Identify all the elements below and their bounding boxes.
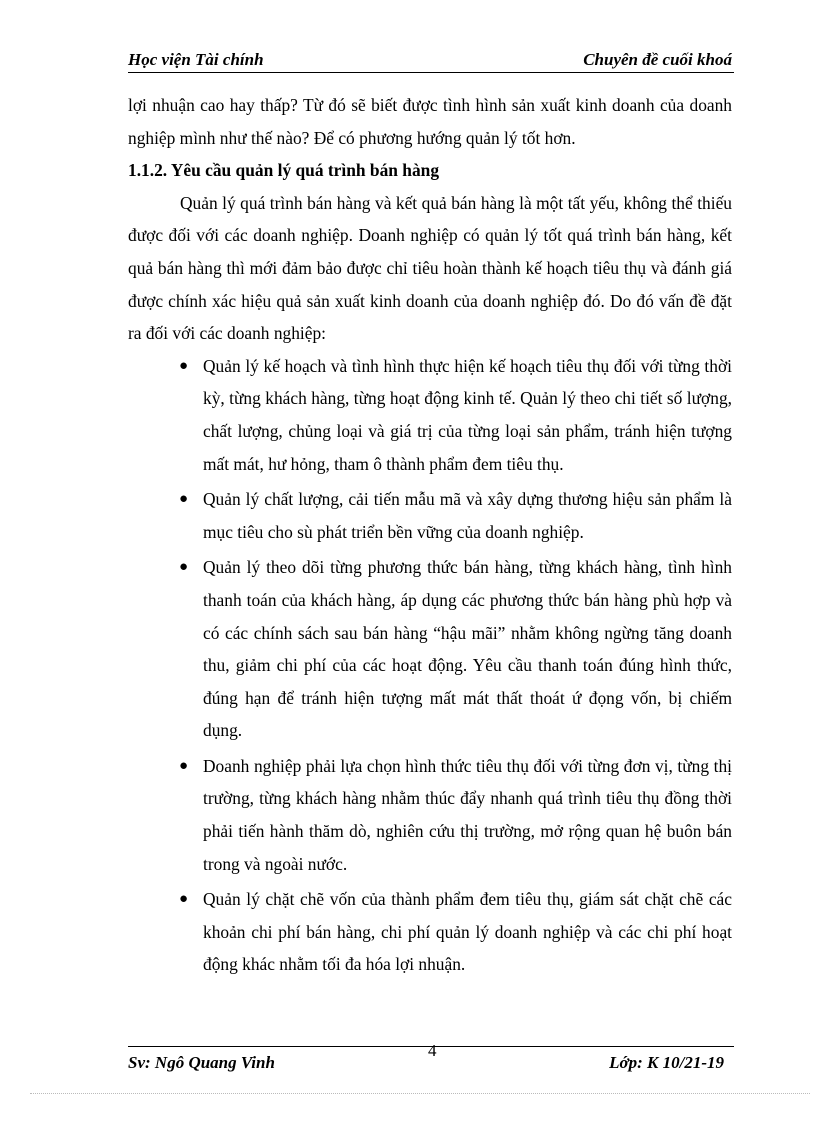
list-item bbox=[128, 750, 732, 880]
body-paragraph: Quản lý quá trình bán hàng và kết quả bán hàng là một tất yếu, không thể thiếu được đối với các doanh nghiệp. Doanh nghiệp có quản lý tốt quá trình bán hàng, kết quả bán hàng thì mới đảm bảo được chỉ tiêu hoàn thành kế hoạch tiêu thụ và đánh giá được chính xác hiệu quả sản xuất kinh doanh của doanh nghiệp đó. Do đó vấn đề đặt ra đối với các doanh nghiệp: bbox=[128, 192, 732, 344]
header-institution: Học viện Tài chính bbox=[128, 50, 264, 69]
bullet-icon: ● bbox=[179, 357, 189, 374]
page-number: 4 bbox=[428, 1041, 437, 1060]
bullet-icon: ● bbox=[179, 491, 189, 508]
list-item-text: Quản lý chất lượng, cải tiến mẫu mã và xây dựng thương hiệu sản phẩm là mục tiêu cho sù phát triển bền vững của doanh nghiệp. bbox=[203, 489, 732, 542]
list-item bbox=[128, 483, 732, 548]
list-item-text: Quản lý kế hoạch và tình hình thực hiện kế hoạch tiêu thụ đối với từng thời kỳ, từng khách hàng, từng hoạt động kinh tế. Quản lý theo chi tiết số lượng, chất lượng, chủng loại và giá trị của từng loại sản phẩm, tránh hiện tượng mất mát, hư hỏng, tham ô thành phẩm đem tiêu thụ. bbox=[203, 355, 732, 474]
footer-student: Sv: Ngô Quang Vinh bbox=[128, 1053, 275, 1072]
list-item-text: Quản lý theo dõi từng phương thức bán hàng, từng khách hàng, tình hình thanh toán của khách hàng, áp dụng các phương thức bán hàng phù hợp và có các chính sách sau bán hàng “hậu mãi” nhằm không ngừng tăng doanh thu, giảm chi phí của các hoạt động. Yêu cầu thanh toán đúng hình thức, đúng hạn để tránh hiện tượng mất mát thất thoát ứ đọng vốn, bị chiếm dụng. bbox=[203, 557, 732, 741]
page-edge-divider bbox=[30, 1093, 810, 1094]
list-item bbox=[128, 551, 732, 747]
section-heading: 1.1.2. Yêu cầu quản lý quá trình bán hàng bbox=[128, 160, 440, 181]
header-title: Chuyên đề cuối khoá bbox=[583, 50, 732, 69]
list-item bbox=[128, 350, 732, 480]
bullet-icon: ● bbox=[179, 757, 189, 774]
intro-paragraph: lợi nhuận cao hay thấp? Từ đó sẽ biết được tình hình sản xuất kinh doanh của doanh nghiệp mình như thế nào? Để có phương hướng quản lý tốt hơn. bbox=[128, 95, 732, 148]
bullet-icon: ● bbox=[179, 891, 189, 908]
requirements-list bbox=[128, 350, 732, 981]
document-body bbox=[128, 89, 732, 984]
footer-class: Lớp: K 10/21-19 bbox=[609, 1053, 724, 1072]
page-header bbox=[128, 48, 734, 73]
page-footer bbox=[128, 1041, 734, 1077]
list-item-text: Doanh nghiệp phải lựa chọn hình thức tiêu thụ đối với từng đơn vị, từng thị trường, từng khách hàng nhằm thúc đẩy nhanh quá trình tiêu thụ đồng thời phải tiến hành thăm dò, nghiên cứu thị trường, mở rộng quan hệ buôn bán trong và ngoài nước. bbox=[203, 755, 732, 874]
bullet-icon: ● bbox=[179, 559, 189, 576]
list-item bbox=[128, 883, 732, 981]
list-item-text: Quản lý chặt chẽ vốn của thành phẩm đem tiêu thụ, giám sát chặt chẽ các khoản chi phí bán hàng, chi phí quản lý doanh nghiệp và các chi phí hoạt động khác nhằm tối đa hóa lợi nhuận. bbox=[203, 889, 732, 975]
